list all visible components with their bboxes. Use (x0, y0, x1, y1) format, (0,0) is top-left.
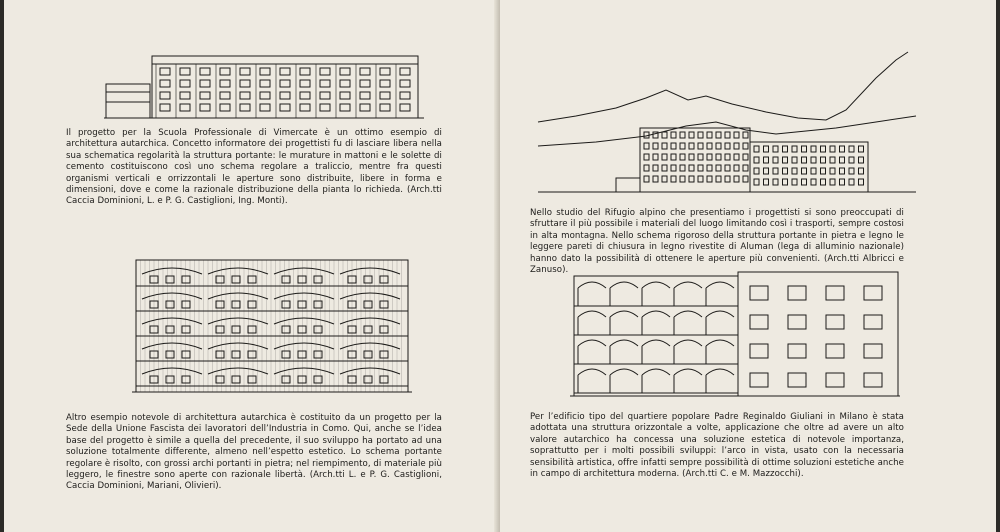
alpine-refuge-drawing (536, 50, 918, 200)
school-elevation-drawing (104, 50, 424, 122)
como-caption: Altro esempio notevole di architettura autarchica è costituito da un progetto per la Sede della Unione Fascista dei lavoratori dell’Industria in Como. Qui, anche se l’idea base del progetto è simile a quella del precedente, il suo sviluppo ha portato ad una soluzione totalmente differente, almeno nell’espetto estetico. Lo schema portante regolare è risolto, con grossi archi portanti in pietra; nel riempimento, di materiale più leggero, le finestre sono aperte con razionale libertà. (Arch.tti L. e P. G. Castiglioni, Caccia Dominioni, Mariani, Olivieri). (66, 413, 442, 492)
como-building-drawing (132, 256, 412, 396)
housing-caption: Per l’edificio tipo del quartiere popolare Padre Reginaldo Giuliani in Milano è stata adottata una struttura orizzontale a volte, applicazione che oltre ad avere un alto valore autarchico ha concessa una soluzione estetica di notevole importanza, soprattutto per i molti possibili sviluppi: l’arco in vista, usato con la necessaria sensibilità artistica, offre infatti sempre possibilità di ottime soluzioni estetiche anche in campo di architettura moderna. (Arch.tti C. e M. Mazzocchi). (530, 412, 904, 480)
left-page (4, 0, 499, 532)
housing-building-drawing (570, 268, 900, 400)
right-page (500, 0, 996, 532)
refuge-caption: Nello studio del Rifugio alpino che presentiamo i progettisti si sono preoccupati di sfruttare il più possibile i materiali del luogo limitando così i trasporti, sempre costosi in alta montagna. Nello schema rigoroso della struttura portante in pietra e legno le leggere pareti di chiusura in legno rivestite di Aluman (lega di alluminio nazionale) hanno dato la possibilità di ottenere le aperture più convenienti. (Arch.tti Albricci e Zanuso). (530, 208, 904, 276)
school-caption: Il progetto per la Scuola Professionale di Vimercate è un ottimo esempio di architettura autarchica. Concetto informatore dei progettisti fu di lasciare libera nella sua schematica regolarità la struttura portante: le murature in mattoni e le solette di cemento costituiscono così uno schema regolare a traliccio, mentre fra questi organismi verticali e orrizzontali le aperture sono distribuite, libere in forma e dimensioni, dove e come la razionale distribuzione della pianta lo richieda. (Arch.tti Caccia Dominioni, L. e P. G. Castiglioni, Ing. Monti). (66, 128, 442, 207)
